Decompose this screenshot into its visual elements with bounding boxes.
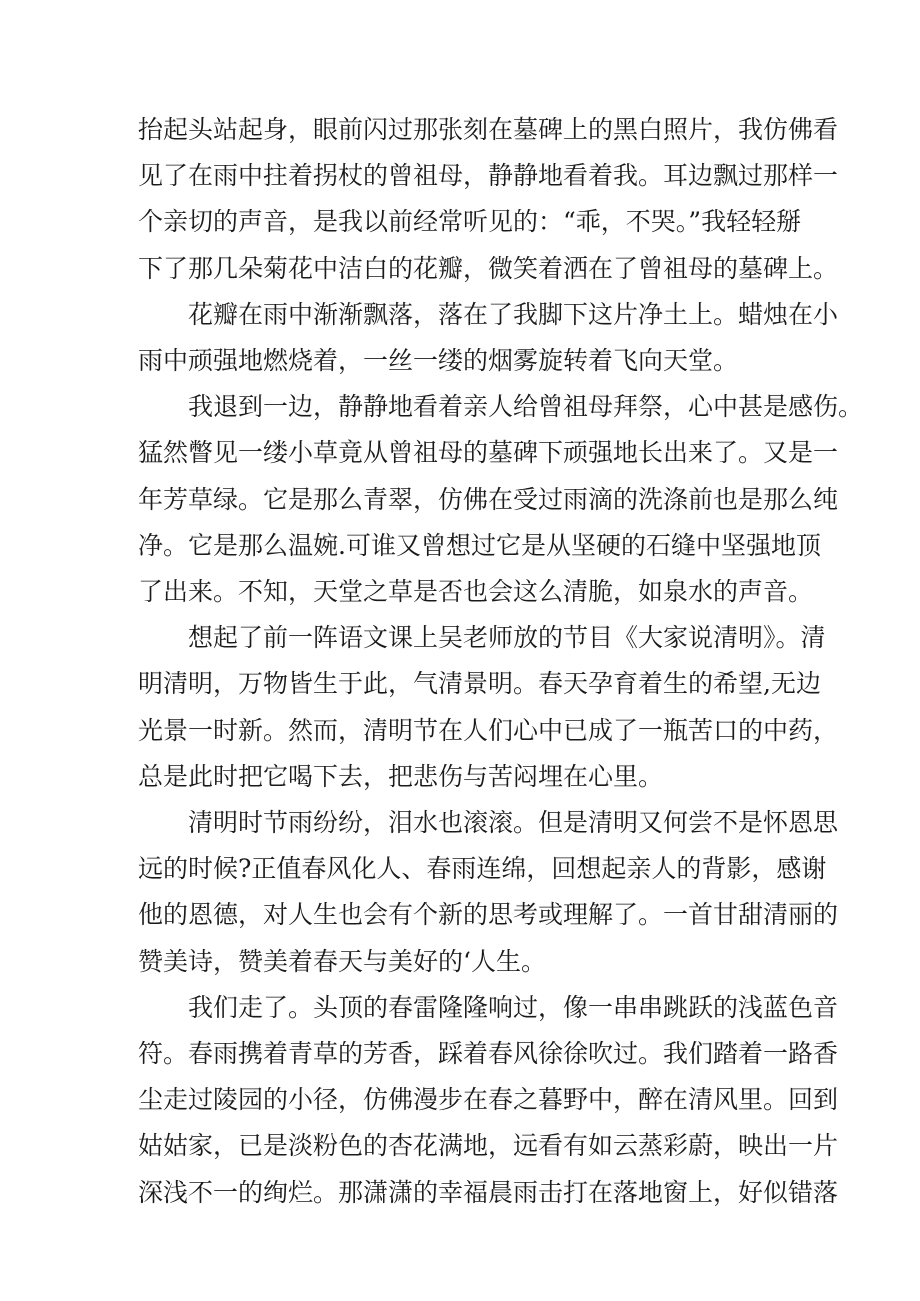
text-line: 光景一时新。然而，清明节在人们心中已成了一瓶苦口的中药，	[138, 715, 839, 745]
paragraph-start-line: 花瓣在雨中渐渐飘落，落在了我脚下这片净土上。蜡烛在小	[188, 299, 839, 329]
text-line: 个亲切的声音，是我以前经常听见的：“乖，不哭。”我轻轻掰	[138, 207, 802, 237]
text-line: 尘走过陵园的小径，仿佛漫步在春之暮野中，醉在清风里。回到	[138, 1085, 839, 1115]
text-line: 雨中顽强地燃烧着，一丝一缕的烟雾旋转着飞向天堂。	[138, 346, 739, 375]
text-line: 抬起头站起身，眼前闪过那张刻在墓碑上的黑白照片，我仿佛看	[138, 115, 839, 144]
paragraph-start-line: 清明时节雨纷纷，泪水也滚滚。但是清明又何尝不是怀恩思	[188, 808, 839, 837]
text-line: 猛然瞥见一缕小草竟从曾祖母的墓碑下顽强地长出来了。又是一	[138, 438, 839, 468]
paragraph-start-line: 我退到一边，静静地看着亲人给曾祖母拜祭，心中甚是感伤。	[188, 392, 864, 422]
text-line: 下了那几朵菊花中洁白的花瓣，微笑着洒在了曾祖母的墓碑上。	[138, 253, 839, 283]
text-line: 赞美诗，赞美着春天与美好的‘人生。	[138, 946, 546, 976]
text-line: 了出来。不知，天堂之草是否也会这么清脆，如泉水的声音。	[138, 577, 814, 606]
paragraph-start-line: 我们走了。头顶的春雷隆隆响过，像一串串跳跃的浅蓝色音	[188, 992, 839, 1022]
text-line: 见了在雨中拄着拐杖的曾祖母，静静地看着我。耳边飘过那样一	[138, 161, 839, 191]
text-line: 净。它是那么温婉.可谁又曾想过它是从坚硬的石缝中坚强地顶	[138, 530, 821, 560]
text-line: 明清明，万物皆生于此，气清景明。春天孕育着生的希望,无边	[138, 669, 821, 699]
text-line: 他的恩德，对人生也会有个新的思考或理解了。一首甘甜清丽的	[138, 900, 839, 930]
text-line: 年芳草绿。它是那么青翠，仿佛在受过雨滴的洗涤前也是那么纯	[138, 484, 839, 514]
text-line: 深浅不一的绚烂。那潇潇的幸福晨雨击打在落地窗上，好似错落	[138, 1177, 839, 1207]
text-line: 总是此时把它喝下去，把悲伤与苦闷埋在心里。	[138, 761, 664, 791]
text-line: 姑姑家，已是淡粉色的杏花满地，远看有如云蒸彩蔚，映出一片	[138, 1131, 839, 1161]
text-line: 远的时候?正值春风化人、春雨连绵，回想起亲人的背影，感谢	[138, 854, 827, 884]
text-line: 符。春雨携着青草的芳香，踩着春风徐徐吹过。我们踏着一路香	[138, 1039, 839, 1068]
paragraph-start-line: 想起了前一阵语文课上吴老师放的节目《大家说清明》。清	[188, 623, 826, 653]
